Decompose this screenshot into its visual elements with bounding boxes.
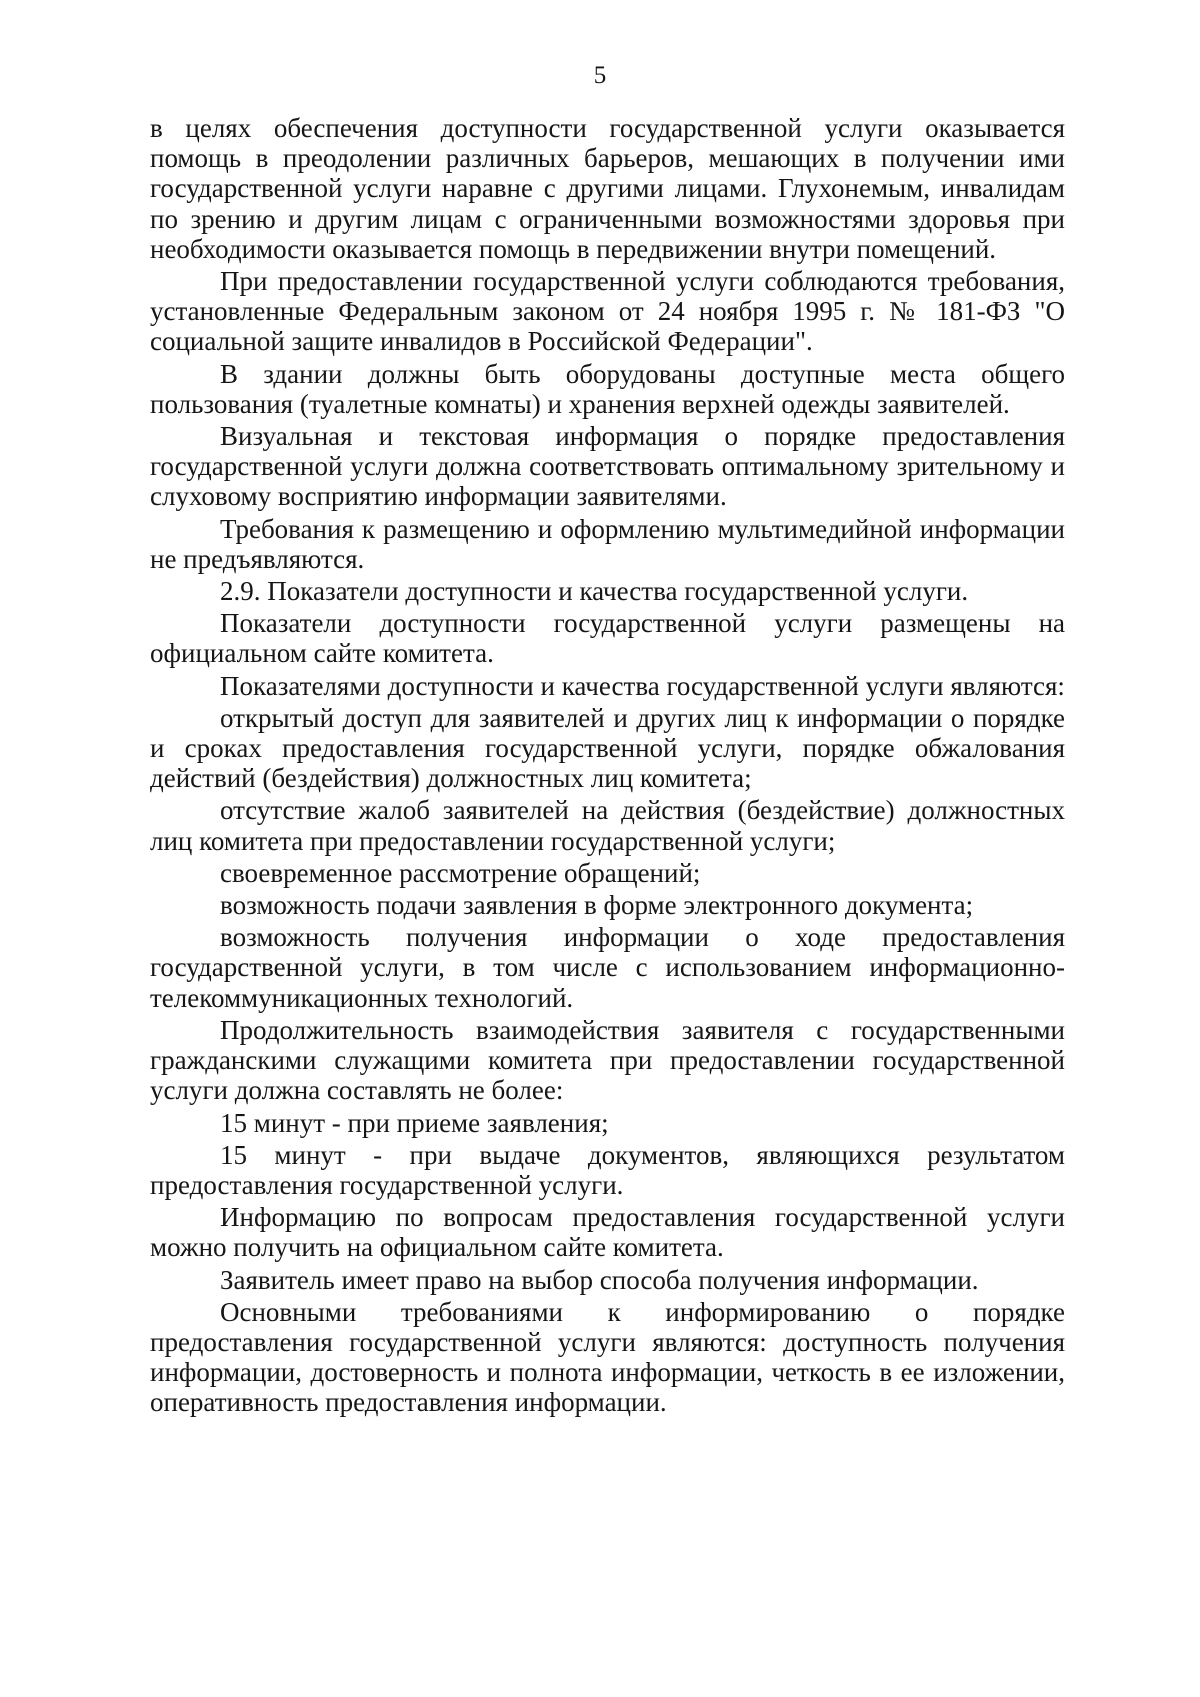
- list-item: возможность подачи заявления в форме электронного документа;: [220, 890, 974, 921]
- paragraph: Информацию по вопросам предоставления государственной услуги можно получить на официальном сайте комитета.: [150, 1202, 1065, 1263]
- page-number: 5: [593, 62, 607, 89]
- list-item: открытый доступ для заявителей и других лиц к информации о порядке и сроках предоставления государственной услуги, порядке обжалования действий (бездействия) должностных лиц комитета;: [150, 702, 1065, 794]
- list-item: 15 минут - при приеме заявления;: [220, 1107, 609, 1138]
- section-heading-paragraph: 2.9. Показатели доступности и качества государственной услуги.: [220, 576, 969, 607]
- paragraph: Основными требованиями к информированию о порядке предоставления государственной услуги являются: доступность получения информации, достоверность и полнота информации, четкость в ее изложении, оперативность предоставления информации.: [150, 1296, 1065, 1418]
- list-item: возможность получения информации о ходе предоставления государственной услуги, в том числе с использованием информационно-телекоммуникационных технологий.: [150, 922, 1065, 1013]
- paragraph: Требования к размещению и оформлению мультимедийной информации не предъявляются.: [150, 513, 1065, 574]
- paragraph: В здании должны быть оборудованы доступные места общего пользования (туалетные комнаты) и хранения верхней одежды заявителей.: [150, 358, 1065, 419]
- paragraph: в целях обеспечения доступности государственной услуги оказывается помощь в преодолении различных барьеров, мешающих в получении ими государственной услуги наравне с другими лицами. Глухонемым, инвалидам по зрению и другим лицам с ограниченными возможностями здоровья при необходимости оказывается помощь в передвижении внутри помещений.: [150, 113, 1065, 264]
- paragraph: При предоставлении государственной услуги соблюдаются требования, установленные Федеральным законом от 24 ноября 1995 г. № 181-ФЗ "О социальной защите инвалидов в Российской Федерации".: [150, 266, 1065, 357]
- paragraph: Продолжительность взаимодействия заявителя с государственными гражданскими служащими комитета при предоставлении государственной услуги должна составлять не более:: [150, 1014, 1065, 1106]
- paragraph: Визуальная и текстовая информация о порядке предоставления государственной услуги должна соответствовать оптимальному зрительному и слуховому восприятию информации заявителями.: [150, 421, 1065, 512]
- paragraph: Показатели доступности государственной услуги размещены на официальном сайте комитета.: [150, 608, 1065, 669]
- document-body: [150, 113, 1065, 1420]
- list-item: своевременное рассмотрение обращений;: [220, 857, 701, 888]
- paragraph: Заявитель имеет право на выбор способа получения информации.: [220, 1264, 979, 1295]
- paragraph: Показателями доступности и качества государственной услуги являются:: [220, 670, 1065, 701]
- list-item: отсутствие жалоб заявителей на действия (бездействие) должностных лиц комитета при предоставлении государственной услуги;: [150, 795, 1065, 856]
- list-item: 15 минут - при выдаче документов, являющихся результатом предоставления государственной услуги.: [150, 1139, 1065, 1200]
